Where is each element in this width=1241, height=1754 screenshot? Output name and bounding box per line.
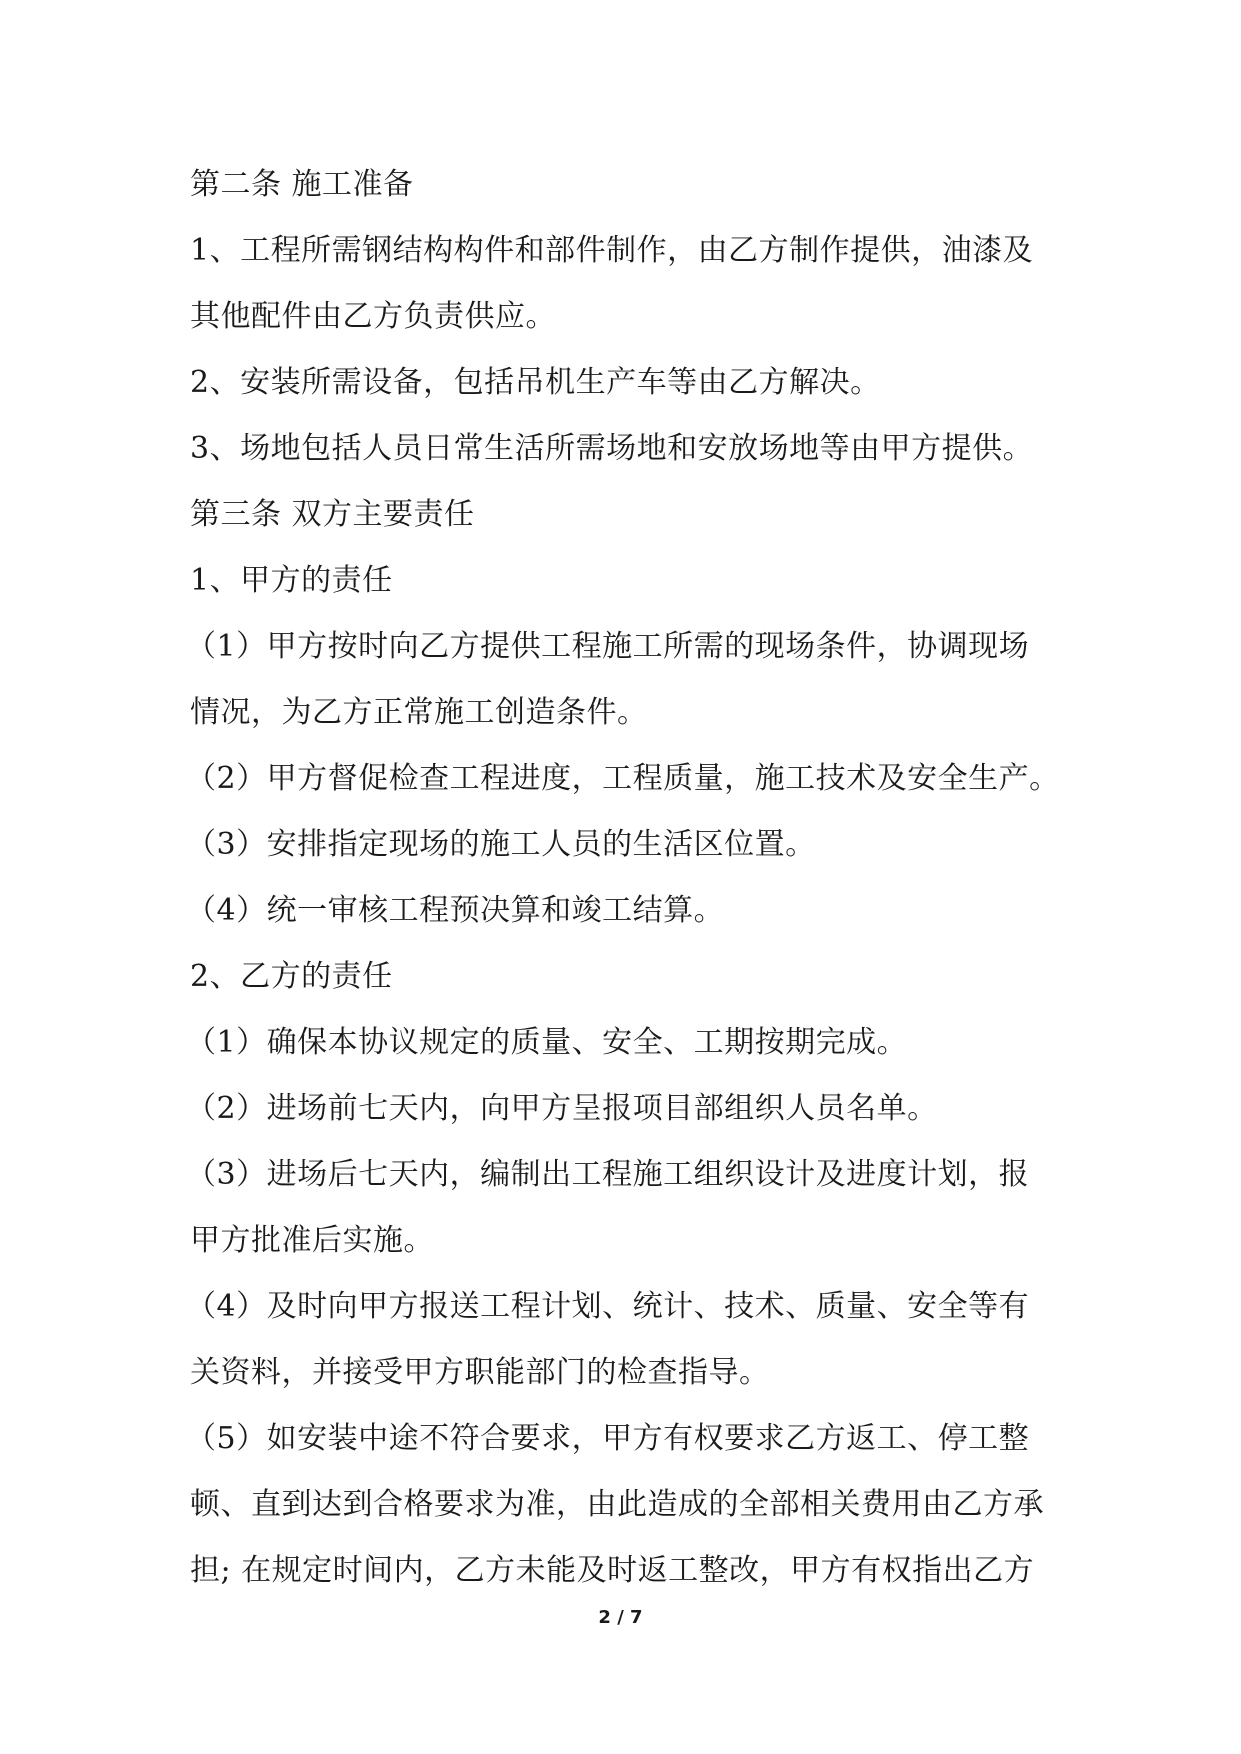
- section-heading-3: 第三条 双方主要责任: [190, 497, 475, 532]
- paragraph-line: （4）统一审核工程预决算和竣工结算。: [186, 893, 725, 928]
- section-heading-2: 第二条 施工准备: [190, 167, 414, 202]
- paragraph-line: （4）及时向甲方报送工程计划、统计、技术、质量、安全等有: [186, 1289, 1030, 1324]
- paragraph-line: 关资料，并接受甲方职能部门的检查指导。: [190, 1355, 770, 1390]
- page-number: 2 / 7: [598, 1607, 643, 1628]
- paragraph-line: 情况，为乙方正常施工创造条件。: [190, 695, 648, 730]
- paragraph-line: 1、工程所需钢结构构件和部件制作，由乙方制作提供，油漆及: [190, 233, 1034, 268]
- paragraph-line: （2）甲方督促检查工程进度，工程质量，施工技术及安全生产。: [186, 761, 1060, 796]
- paragraph-line: （5）如安装中途不符合要求，甲方有权要求乙方返工、停工整: [186, 1421, 1030, 1456]
- paragraph-line: 担; 在规定时间内，乙方未能及时返工整改，甲方有权指出乙方: [190, 1553, 1035, 1588]
- paragraph-line: 顿、直到达到合格要求为准，由此造成的全部相关费用由乙方承: [190, 1487, 1044, 1522]
- subsection-heading: 1、甲方的责任: [190, 563, 393, 598]
- paragraph-line: （1）甲方按时向乙方提供工程施工所需的现场条件，协调现场: [186, 629, 1030, 664]
- paragraph-line: 2、安装所需设备，包括吊机生产车等由乙方解决。: [190, 365, 881, 400]
- paragraph-line: （3）进场后七天内，编制出工程施工组织设计及进度计划，报: [186, 1157, 1030, 1192]
- subsection-heading: 2、乙方的责任: [190, 959, 393, 994]
- paragraph-line: 甲方批准后实施。: [190, 1223, 434, 1258]
- paragraph-line: （3）安排指定现场的施工人员的生活区位置。: [186, 827, 816, 862]
- paragraph-line: 3、场地包括人员日常生活所需场地和安放场地等由甲方提供。: [190, 431, 1034, 466]
- paragraph-line: （1）确保本协议规定的质量、安全、工期按期完成。: [186, 1025, 908, 1060]
- paragraph-line: （2）进场前七天内，向甲方呈报项目部组织人员名单。: [186, 1091, 938, 1126]
- paragraph-line: 其他配件由乙方负责供应。: [190, 299, 556, 334]
